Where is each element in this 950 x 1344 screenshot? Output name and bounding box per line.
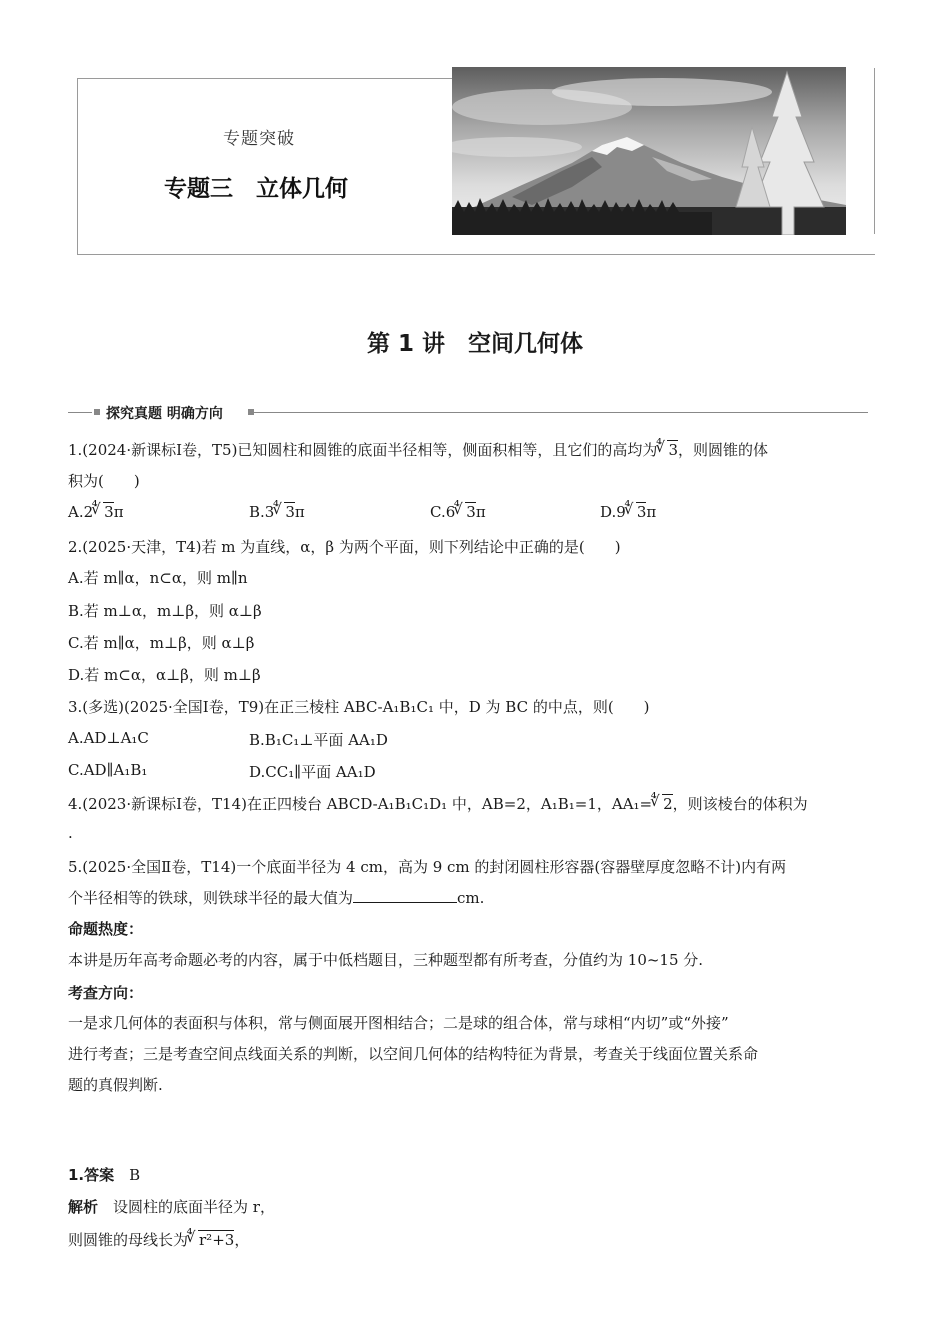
- question-4-line-2: .: [68, 824, 73, 842]
- radical: [189, 1231, 234, 1249]
- radicand: 2: [663, 795, 673, 813]
- mountain-landscape-drawing: [452, 67, 846, 235]
- analysis-label: 解析: [68, 1198, 99, 1216]
- radicand: r²+3: [199, 1231, 235, 1249]
- lesson-title: 第 1 讲 空间几何体: [366, 331, 584, 357]
- chapter-banner: [77, 78, 875, 255]
- direction-text-line-3: 题的真假判断.: [68, 1076, 163, 1094]
- direction-label: 考查方向：: [68, 984, 144, 1002]
- question-1-line-2: 积为( ): [68, 472, 140, 490]
- question-5-unit: cm.: [457, 889, 485, 907]
- question-5-stem-a: 个半径相等的铁球，则铁球半径的最大值为: [68, 889, 354, 907]
- radical: [653, 795, 673, 813]
- analysis-line-2-text: 则圆锥的母线长为: [68, 1231, 189, 1249]
- question-5-line-2: [68, 887, 484, 908]
- question-2-stem: 2.(2025·天津，T4)若 m 为直线，α，β 为两个平面，则下列结论中正确的是( ): [68, 538, 621, 556]
- section-header-left-rule: [68, 412, 92, 413]
- answer-blank: [353, 888, 457, 903]
- question-2-option-d: D.若 m⊂α，α⊥β，则 m⊥β: [68, 666, 261, 684]
- question-3-option-b: B.B₁C₁⊥平面 AA₁D: [249, 731, 388, 749]
- direction-text-line-1: 一是求几何体的表面积与体积，常与侧面展开图相结合；二是球的组合体，常与球相“内切”或“外接”: [68, 1014, 729, 1032]
- heat-label: 命题热度：: [68, 920, 144, 938]
- question-3-stem: 3.(多选)(2025·全国Ⅰ卷，T9)在正三棱柱 ABC-A₁B₁C₁ 中，D 为 BC 的中点，则( ): [68, 698, 650, 716]
- question-1-stem-a: 1.(2024·新课标Ⅰ卷，T5)已知圆柱和圆锥的底面半径相等，侧面积相等，且它们的高均为: [68, 441, 658, 459]
- question-4-stem-b: ，则该棱台的体积为: [672, 795, 808, 813]
- question-2-option-a: A.若 m∥α，n⊂α，则 m∥n: [68, 569, 248, 587]
- question-4-stem-a: 4.(2023·新课标Ⅰ卷，T14)在正四棱台 ABCD-A₁B₁C₁D₁ 中，AB=2，A₁B₁=1，AA₁=: [68, 795, 653, 813]
- question-3-option-c: C.AD∥A₁B₁: [68, 761, 148, 779]
- answer-line: [68, 1164, 140, 1185]
- direction-text-line-2: 进行考查；三是考查空间点线面关系的判断，以空间几何体的结构特征为背景，考查关于线面位置关系命: [68, 1045, 759, 1063]
- question-3-option-d: D.CC₁∥平面 AA₁D: [249, 763, 376, 781]
- radical: ∜ 3: [94, 503, 114, 521]
- question-2-option-b: B.若 m⊥α，m⊥β，则 α⊥β: [68, 602, 262, 620]
- answer-label: 1.答案: [68, 1166, 115, 1184]
- section-header-text: 探究真题 明确方向: [106, 406, 223, 422]
- question-1-option-c: C.6∜ 3π: [430, 503, 486, 521]
- question-1-option-b: B.3∜ 3π: [249, 503, 305, 521]
- heat-text: 本讲是历年高考命题必考的内容，属于中低档题目，三种题型都有所考查，分值约为 10~15 分.: [68, 951, 704, 969]
- banner-title: 专题三 立体几何: [164, 176, 348, 202]
- question-1-option-d: D.9∜ 3π: [600, 503, 656, 521]
- question-4-line-1: [68, 793, 808, 814]
- question-1-stem-b: ，则圆锥的体: [677, 441, 768, 459]
- banner-subtitle: 专题突破: [223, 129, 295, 149]
- section-header: [68, 402, 868, 422]
- question-2-option-c: C.若 m∥α，m⊥β，则 α⊥β: [68, 634, 255, 652]
- question-3-option-a: A.AD⊥A₁C: [68, 729, 149, 747]
- analysis-text: 设圆柱的底面半径为 r，: [113, 1198, 275, 1216]
- radical: ∜ 3: [456, 503, 476, 521]
- analysis-line-2: 则圆锥的母线长为∜ r²+3，: [68, 1229, 249, 1250]
- question-5-line-1: 5.(2025·全国Ⅱ卷，T14)一个底面半径为 4 cm，高为 9 cm 的封闭圆柱形容器(容器壁厚度忽略不计)内有两: [68, 858, 787, 876]
- radical: ∜ 3: [275, 503, 295, 521]
- question-1-option-a: A.2∜ 3π: [68, 503, 124, 521]
- section-header-left-square: [94, 409, 100, 415]
- radicand: 3: [668, 441, 678, 459]
- banner-top-border: [78, 78, 452, 79]
- section-header-right-rule: [254, 412, 868, 413]
- analysis-line: [68, 1196, 275, 1217]
- question-1-line-1: [68, 439, 768, 460]
- radical: ∜ 3: [627, 503, 647, 521]
- radical: [658, 441, 678, 459]
- mountain-landscape-image: [452, 67, 846, 235]
- answer-value: B: [129, 1166, 141, 1184]
- banner-right-border: [874, 68, 875, 234]
